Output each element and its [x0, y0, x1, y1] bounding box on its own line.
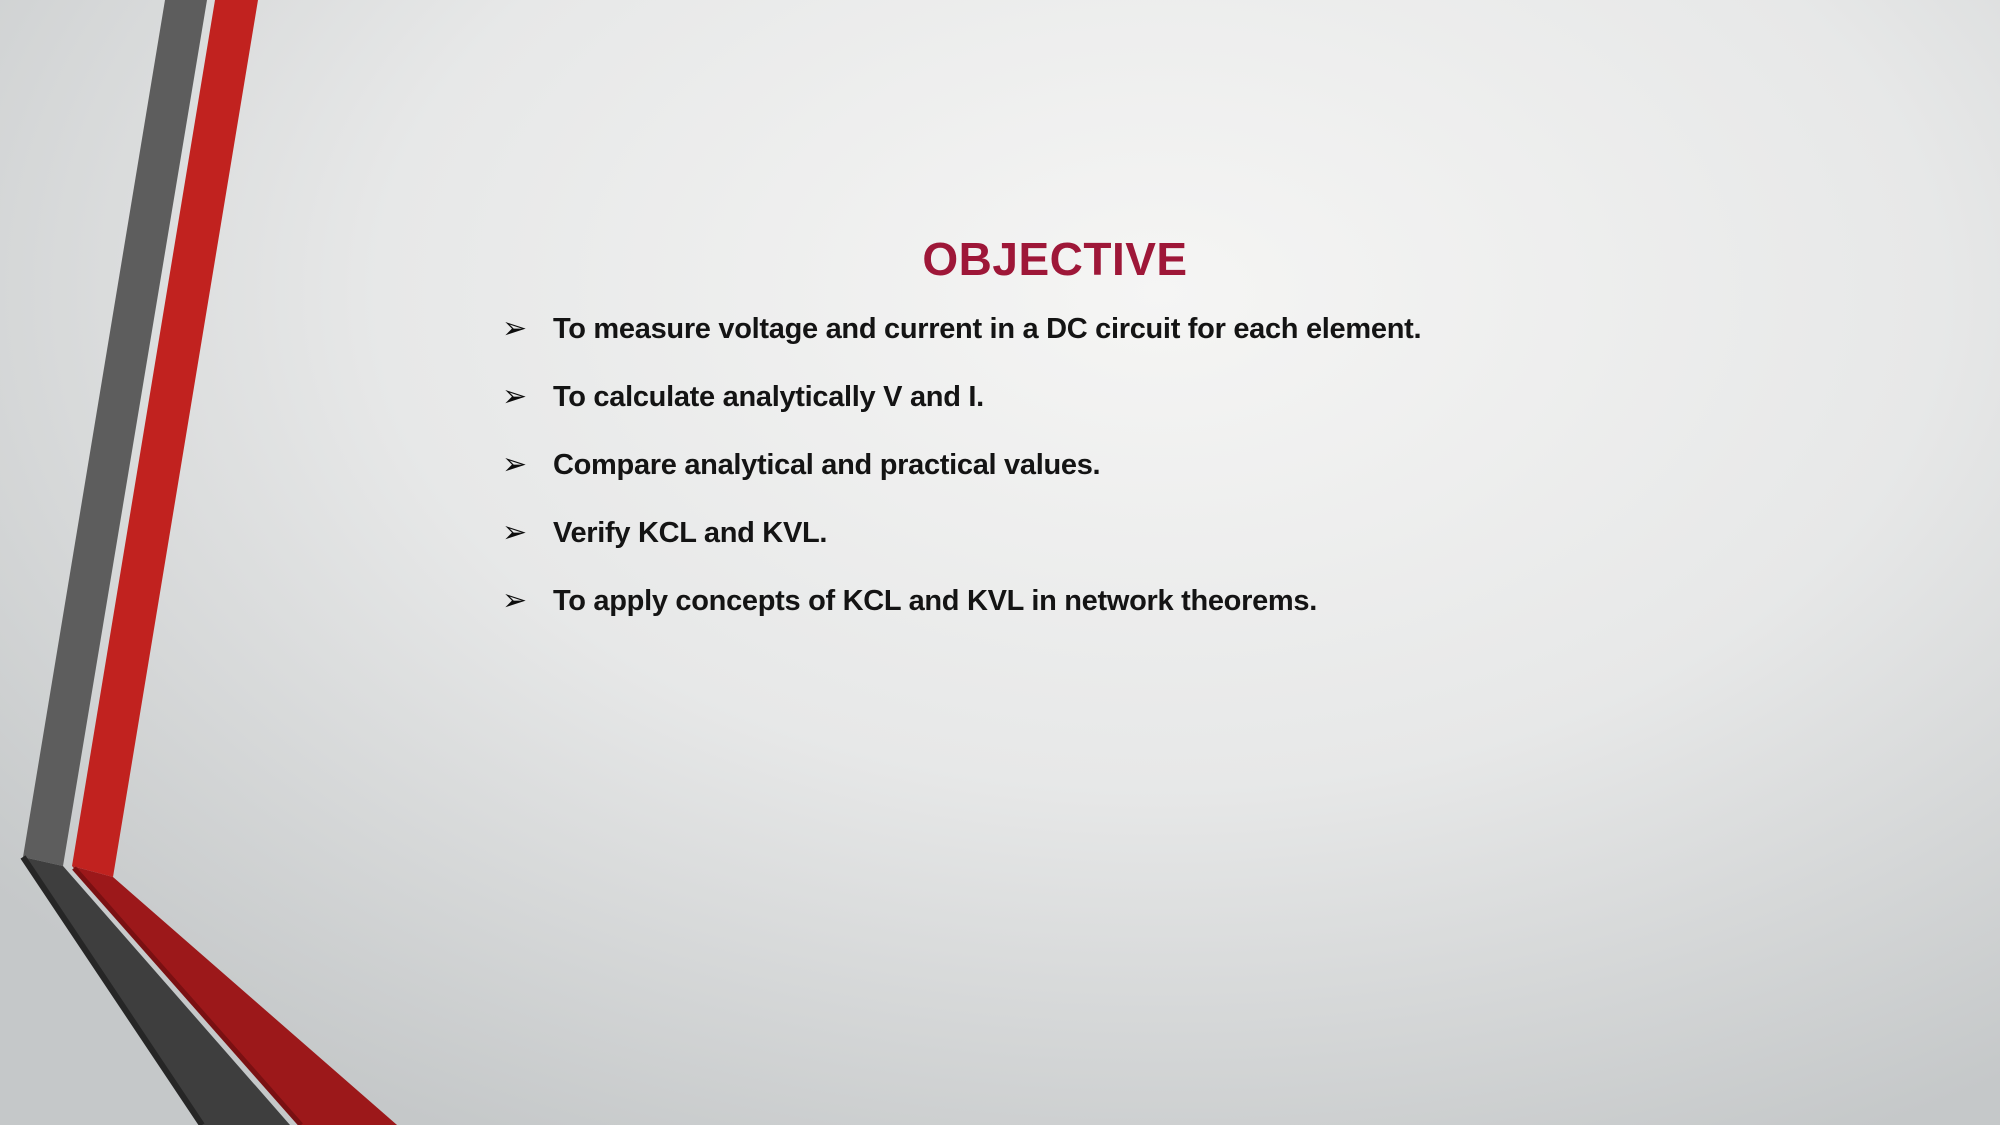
arrow-bullet-icon: ➢	[502, 379, 528, 414]
arrow-bullet-icon: ➢	[502, 447, 528, 482]
bullet-item	[502, 499, 1802, 567]
bullet-item	[502, 567, 1802, 635]
arrow-bullet-icon: ➢	[502, 583, 528, 618]
bullet-text: To calculate analytically V and I.	[553, 380, 984, 413]
bullet-text: Verify KCL and KVL.	[553, 516, 828, 549]
slide-title: OBJECTIVE	[922, 233, 1188, 285]
bullet-text: To apply concepts of KCL and KVL in network theorems.	[553, 584, 1317, 617]
bullet-item	[502, 431, 1802, 499]
bullet-item	[502, 363, 1802, 431]
arrow-bullet-icon: ➢	[502, 515, 528, 550]
bullet-text: Compare analytical and practical values.	[553, 448, 1101, 481]
bullet-item	[502, 295, 1802, 363]
arrow-bullet-icon: ➢	[502, 311, 528, 346]
objective-bullet-list	[502, 295, 1802, 635]
gray-stripe-lower	[23, 857, 290, 1125]
bullet-text: To measure voltage and current in a DC circuit for each element.	[553, 312, 1422, 345]
